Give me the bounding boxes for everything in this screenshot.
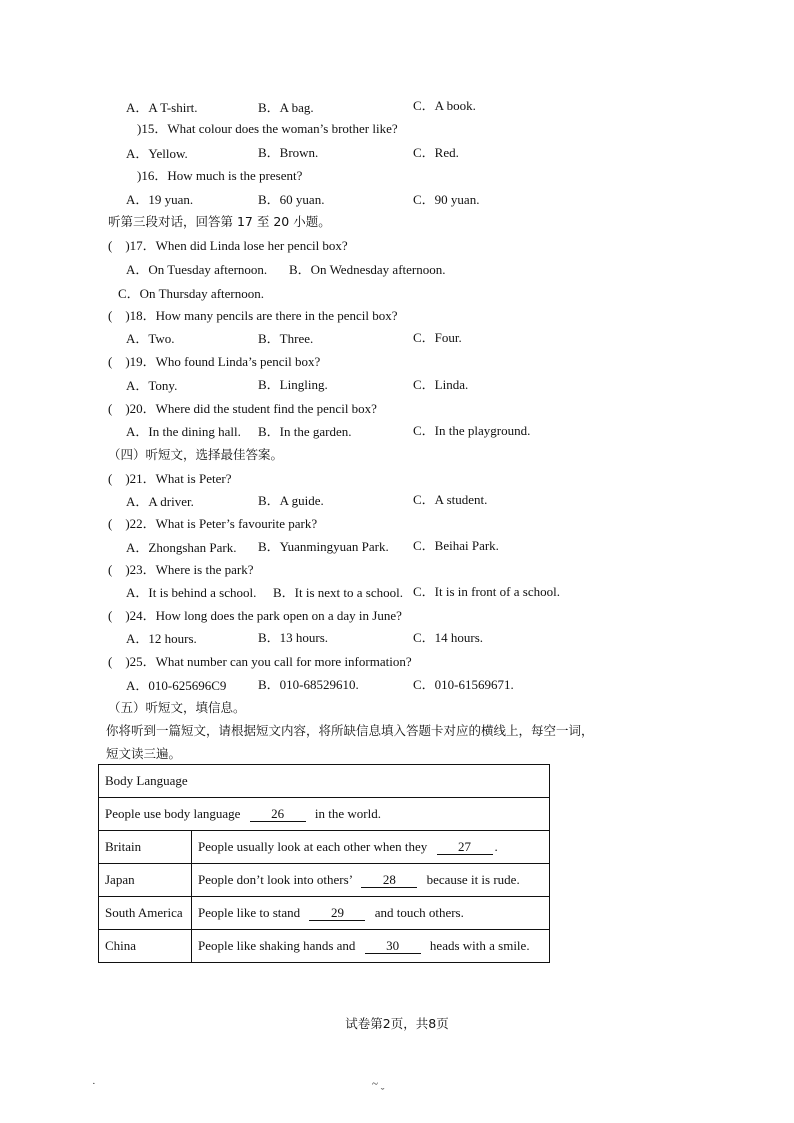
page-footer: 试卷第2页，共8页: [345, 1016, 449, 1031]
q19-stem: ( )19．Who found Linda’s pencil box?: [108, 354, 321, 369]
q14-option-b: B．A bag.: [258, 100, 314, 115]
table-row-general: [99, 798, 550, 831]
blank-29: 29: [309, 906, 365, 921]
table-row: [99, 897, 550, 930]
q21-option-a: A．A driver.: [126, 494, 194, 509]
description-cell: [192, 930, 550, 963]
q18-stem: ( )18．How many pencils are there in the pencil box?: [108, 308, 398, 323]
q20-option-b: B．In the garden.: [258, 424, 352, 439]
row-text-after: .: [494, 839, 498, 854]
q23-option-c: C．It is in front of a school.: [413, 584, 560, 599]
row-text-before: People usually look at each other when they: [198, 839, 428, 854]
section4-title: （四）听短文，选择最佳答案。: [108, 447, 284, 462]
row-text-after: and touch others.: [374, 905, 464, 920]
q17-option-b: B．On Wednesday afternoon.: [289, 262, 446, 277]
country-cell: China: [99, 930, 192, 963]
q18-option-a: A．Two.: [126, 331, 175, 346]
q18-option-c: C．Four.: [413, 330, 462, 345]
row-text-after: in the world.: [314, 806, 381, 821]
row-text-before: People like shaking hands and: [198, 938, 356, 953]
q15-option-b: B．Brown.: [258, 145, 319, 160]
q17-stem: ( )17．When did Linda lose her pencil box?: [108, 238, 348, 253]
table-row: [99, 930, 550, 963]
row-text-after: heads with a smile.: [429, 938, 530, 953]
q21-option-b: B．A guide.: [258, 493, 324, 508]
description-cell: [192, 864, 550, 897]
q22-option-a: A．Zhongshan Park.: [126, 540, 237, 555]
q20-option-c: C．In the playground.: [413, 423, 531, 438]
q15-option-c: C．Red.: [413, 145, 459, 160]
description-cell: [192, 897, 550, 930]
section5-instruction-line2: 短文读三遍。: [106, 746, 182, 761]
q17-option-a: A．On Tuesday afternoon.: [126, 262, 268, 277]
q19-option-a: A．Tony.: [126, 378, 178, 393]
row-text-before: People use body language: [105, 806, 241, 821]
table-row: [99, 864, 550, 897]
q24-option-b: B．13 hours.: [258, 630, 329, 645]
country-cell: Britain: [99, 831, 192, 864]
q22-option-c: C．Beihai Park.: [413, 538, 499, 553]
country-cell: South America: [99, 897, 192, 930]
blank-27: 27: [437, 840, 493, 855]
q19-option-b: B．Lingling.: [258, 377, 328, 392]
q14-option-a: A．A T-shirt.: [126, 100, 198, 115]
q21-option-c: C．A student.: [413, 492, 488, 507]
q16-option-b: B．60 yuan.: [258, 192, 325, 207]
q18-option-b: B．Three.: [258, 331, 314, 346]
q17-option-c: C．On Thursday afternoon.: [118, 286, 264, 301]
country-cell: Japan: [99, 864, 192, 897]
blank-26: 26: [250, 807, 306, 822]
q21-stem: ( )21．What is Peter?: [108, 471, 232, 486]
q20-stem: ( )20．Where did the student find the pencil box?: [108, 401, 377, 416]
q15-stem: )15．What colour does the woman’s brother like?: [137, 121, 398, 136]
q23-option-a: A．It is behind a school.: [126, 585, 257, 600]
q19-option-c: C．Linda.: [413, 377, 469, 392]
table-row: [99, 831, 550, 864]
blank-28: 28: [361, 873, 417, 888]
body-language-table: [98, 764, 550, 963]
row-text-before: People like to stand: [198, 905, 301, 920]
section5-title: （五）听短文，填信息。: [108, 700, 246, 715]
q24-stem: ( )24．How long does the park open on a day in June?: [108, 608, 402, 623]
scan-mark: ~ ˬ: [372, 1078, 385, 1090]
description-cell: [192, 831, 550, 864]
q25-option-a: A．010-625696C9: [126, 678, 227, 693]
q14-option-c: C．A book.: [413, 98, 476, 113]
q24-option-c: C．14 hours.: [413, 630, 484, 645]
q16-option-a: A．19 yuan.: [126, 192, 194, 207]
q22-option-b: B．Yuanmingyuan Park.: [258, 539, 389, 554]
row-text-before: People don’t look into others’: [198, 872, 353, 887]
row-text-after: because it is rude.: [426, 872, 520, 887]
q16-stem: )16．How much is the present?: [137, 168, 303, 183]
q23-option-b: B．It is next to a school.: [273, 585, 403, 600]
q20-option-a: A．In the dining hall.: [126, 424, 241, 439]
q16-option-c: C．90 yuan.: [413, 192, 480, 207]
q25-option-c: C．010-61569671.: [413, 677, 514, 692]
section5-instruction-line1: 你将听到一篇短文，请根据短文内容，将所缺信息填入答题卡对应的横线上，每空一词，: [106, 723, 594, 738]
q23-stem: ( )23．Where is the park?: [108, 562, 254, 577]
blank-30: 30: [365, 939, 421, 954]
q15-option-a: A．Yellow.: [126, 146, 188, 161]
scan-dot: ·: [92, 1078, 96, 1090]
table-title: Body Language: [99, 765, 550, 798]
q22-stem: ( )22．What is Peter’s favourite park?: [108, 516, 318, 531]
q25-stem: ( )25．What number can you call for more information?: [108, 654, 412, 669]
q24-option-a: A．12 hours.: [126, 631, 197, 646]
dialogue3-instruction: 听第三段对话，回答第 17 至 20 小题。: [108, 214, 331, 229]
q25-option-b: B．010-68529610.: [258, 677, 359, 692]
